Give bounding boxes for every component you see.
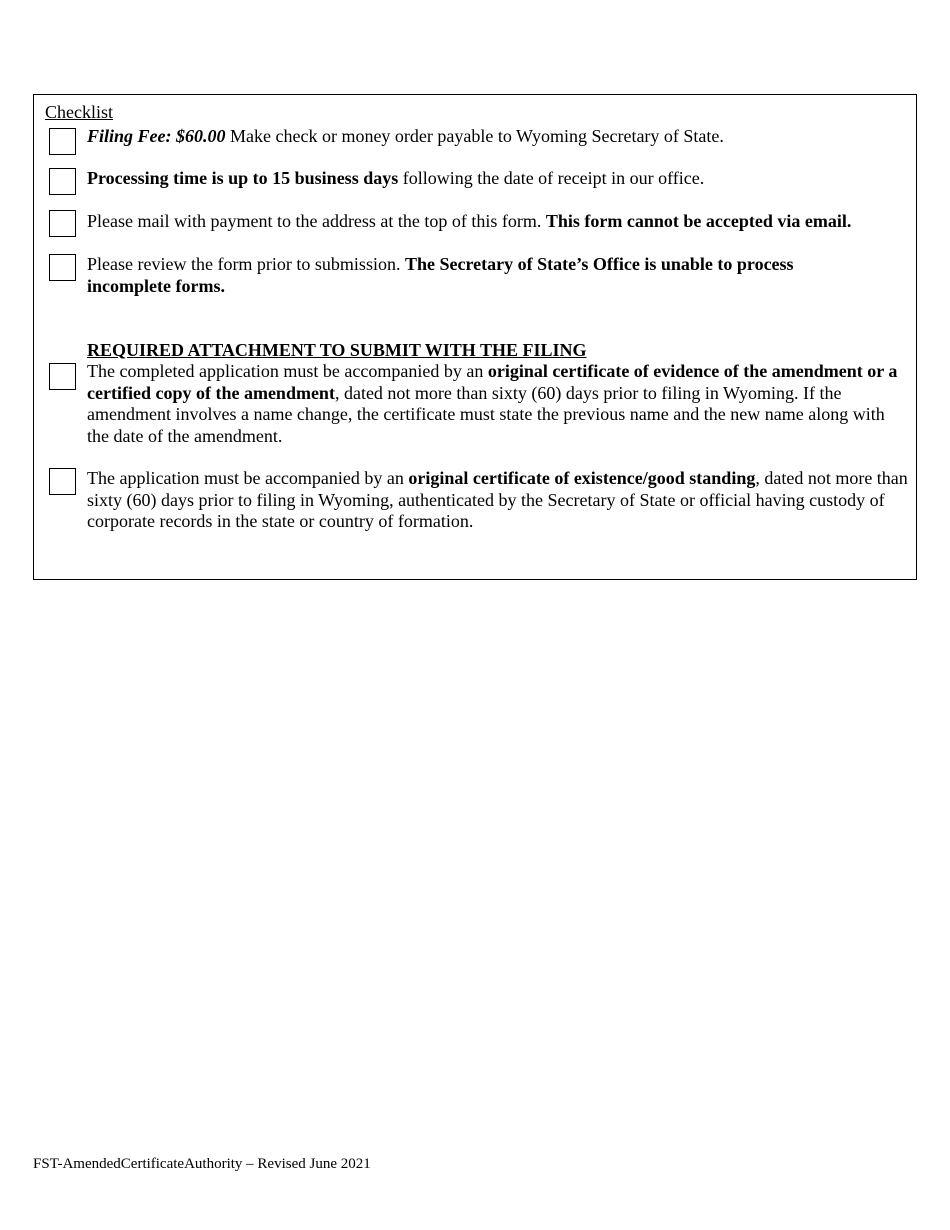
filing-fee-text: Make check or money order payable to Wyoming Secretary of State. [225,126,724,146]
checklist-title: Checklist [45,102,113,122]
footer-form-id: FST-AmendedCertificateAuthority – Revised June 2021 [33,1156,371,1172]
processing-time-item [87,168,909,190]
filing-fee-checkbox[interactable] [49,128,76,155]
mail-payment-text: Please mail with payment to the address at the top of this form. [87,211,546,231]
good-standing-bold: original certificate of existence/good standing [408,468,756,488]
good-standing-text-1: The application must be accompanied by an [87,468,409,488]
checklist-box [33,94,917,580]
mail-payment-checkbox[interactable] [49,210,76,237]
review-form-checkbox[interactable] [49,254,76,281]
review-form-item [87,254,847,297]
required-attachment-heading: REQUIRED ATTACHMENT TO SUBMIT WITH THE FILING [87,340,587,360]
review-form-text: Please review the form prior to submission. [87,254,405,274]
good-standing-text-2: , dated not more than sixty (60) days prior to filing in Wyoming, authenticated by the Secretary of State or official having custody of corporate records in the state or country of formation. [87,468,908,531]
review-form-bold: The Secretary of State’s Office is unable to process incomplete forms. [87,254,794,296]
good-standing-item [87,468,909,533]
filing-fee-label: Filing Fee: $60.00 [87,126,226,146]
filing-fee-item [87,126,909,148]
mail-payment-bold: This form cannot be accepted via email. [545,211,852,231]
amendment-certificate-text-1: The completed application must be accompanied by an [87,361,488,381]
amendment-certificate-text-2: , dated not more than sixty (60) days prior to filing in Wyoming. If the amendment involves a name change, the certificate must state the previous name and the new name along with the date of the amendment. [87,382,885,446]
amendment-certificate-bold: original certificate of evidence of the amendment or a certified copy of the amendment [87,361,898,403]
amendment-certificate-checkbox[interactable] [49,363,76,390]
processing-time-bold: Processing time is up to 15 business days [87,168,399,188]
amendment-certificate-item [87,361,909,447]
processing-time-text: following the date of receipt in our office. [398,168,705,188]
mail-payment-item [87,211,909,233]
good-standing-checkbox[interactable] [49,468,76,495]
processing-time-checkbox[interactable] [49,168,76,195]
